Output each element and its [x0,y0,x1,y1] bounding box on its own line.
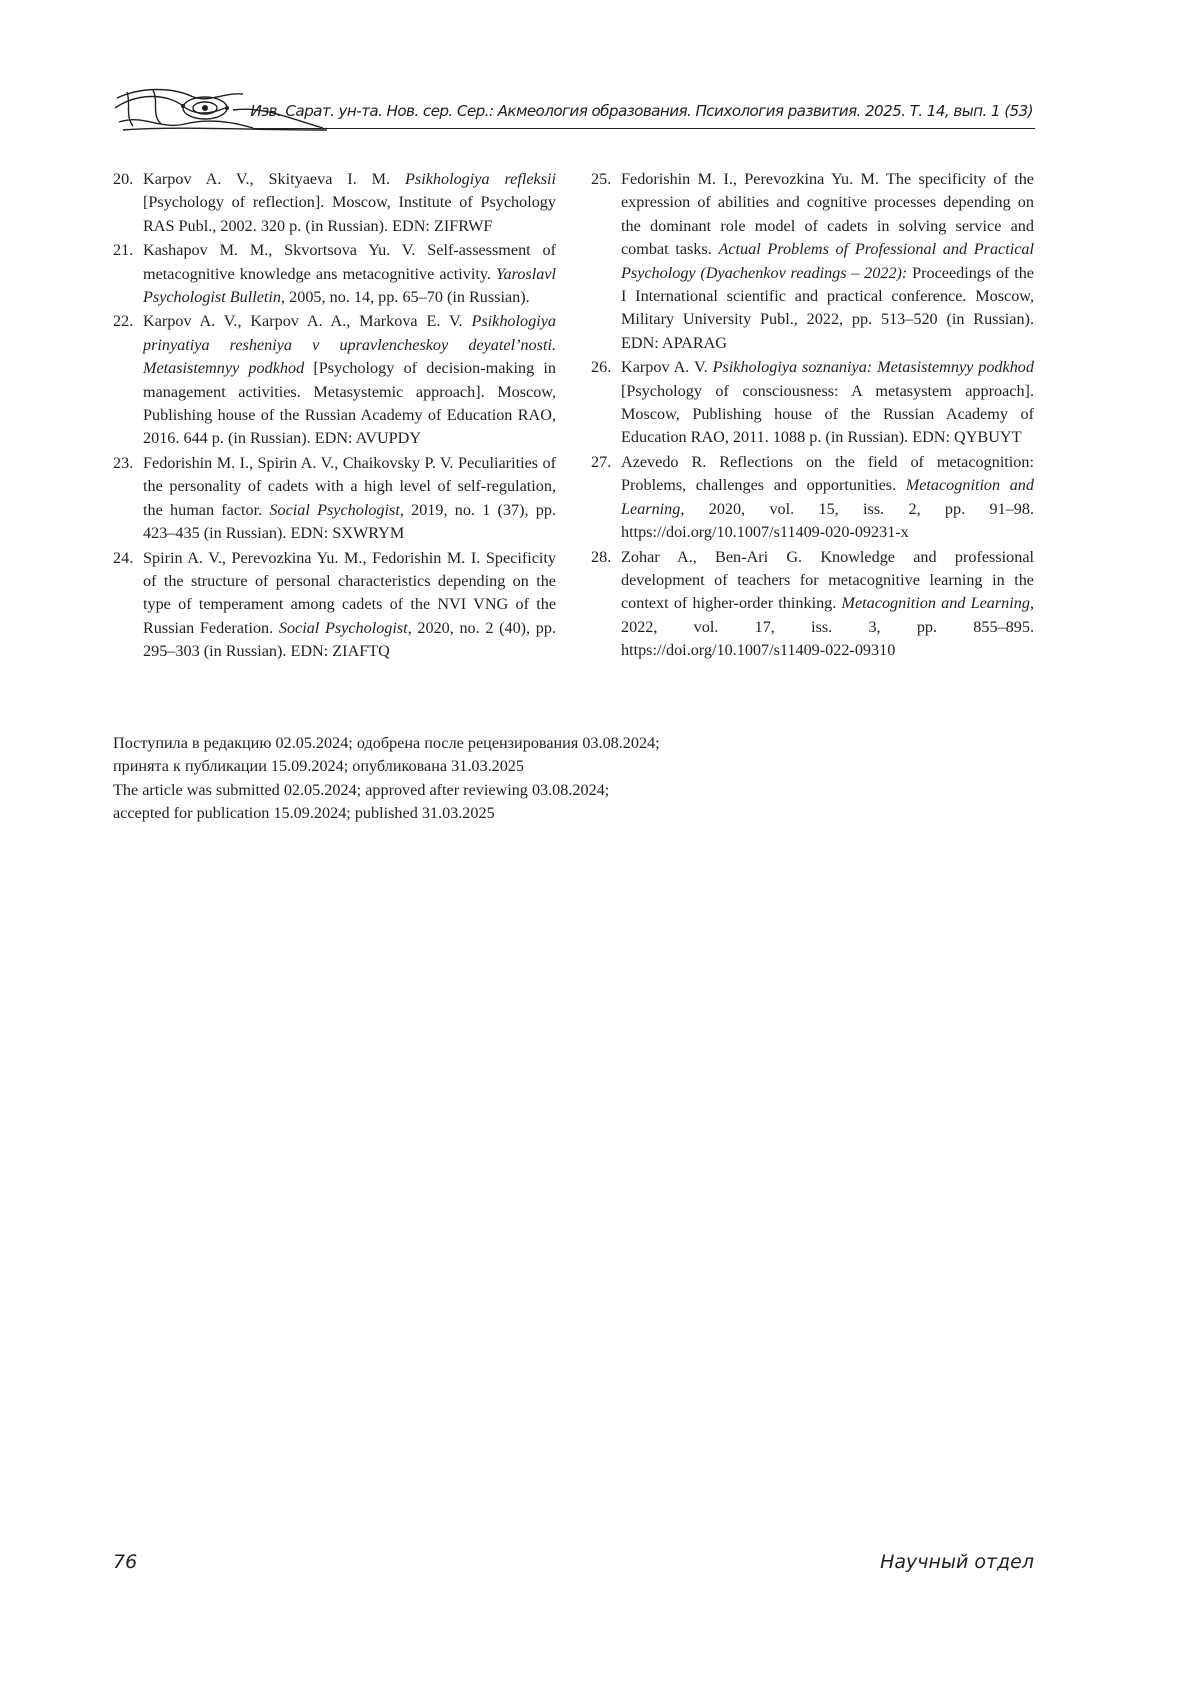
running-header [113,84,1035,134]
reference-text [621,356,1034,450]
reference-text-segment: Kashapov M. M., Skvortsova Yu. V. Self-assessment of metacognitive knowledge ans metacognitive activity. [143,241,556,282]
reference-text [621,168,1034,355]
section-name: Научный отдел [880,1551,1034,1573]
reference-number: 21. [113,239,133,262]
reference-title-italic: Metacognition and Learning [842,594,1030,612]
reference-item [591,546,1034,663]
reference-text-segment: , 2020, vol. 15, iss. 2, pp. 91–98. https://doi.org/10.1007/s11409-020-09231-x [621,500,1034,541]
reference-text-segment: Zohar A., Ben-Ari G. Knowledge and professional development of teachers for metacognitive learning in the context of higher-order thinking. [621,548,1034,613]
article-history [113,732,660,826]
history-line-en-2: accepted for publication 15.09.2024; published 31.03.2025 [113,802,660,825]
reference-text-segment: [Psychology of consciousness: A metasystem approach]. Moscow, Publishing house of the Russian Academy of Education RAO, 2011. 1088 p. (in Russian). EDN: QYBUYT [621,382,1034,447]
reference-item [113,239,556,309]
reference-title-italic: Actual Problems of Professional and Practical Psychology (Dyachenkov readings – 2022): [621,240,1034,281]
reference-text [143,239,556,309]
reference-text-segment: , 2022, vol. 17, iss. 3, pp. 855–895. https://doi.org/10.1007/s11409-022-09310 [621,594,1034,659]
reference-title-italic: Psikhologiya soznaniya: Metasistemnyy podkhod [713,358,1034,376]
reference-number: 24. [113,547,133,570]
reference-item [113,452,556,546]
reference-item [591,356,1034,450]
reference-text [621,451,1034,545]
reference-text-segment: Proceedings of the I International scientific and practical conference. Moscow, Military University Publ., 2022, pp. 513–520 (in Russian). EDN: APARAG [621,264,1034,352]
reference-number: 26. [591,356,611,379]
reference-text-segment: Fedorishin M. I., Spirin A. V., Chaikovsky P. V. Peculiarities of the personality of cadets with a high level of self-regulation, the human factor. [143,454,556,519]
reference-title-italic: Psikhologiya refleksii [405,170,556,188]
reference-number: 28. [591,546,611,569]
reference-text [621,546,1034,663]
reference-text-segment: Azevedo R. Reflections on the field of metacognition: Problems, challenges and opportunities. [621,453,1034,494]
reference-text-segment: Fedorishin M. I., Perevozkina Yu. M. The specificity of the expression of abilities and cognitive processes depending on the dominant role model of cadets in solving service and combat tasks. [621,170,1034,258]
reference-title-italic: Social Psychologist [269,501,399,519]
reference-text [143,547,556,664]
reference-title-italic: Yaroslavl Psychologist Bulletin [143,265,556,306]
reference-text-segment: , 2005, no. 14, pp. 65–70 (in Russian). [281,288,530,306]
reference-text-segment: [Psychology of reflection]. Moscow, Institute of Psychology RAS Publ., 2002. 320 p. (in Russian). EDN: ZIFRWF [143,193,556,234]
reference-item [591,168,1034,355]
reference-text-segment: , 2020, no. 2 (40), pp. 295–303 (in Russian). EDN: ZIAFTQ [143,619,556,660]
reference-number: 25. [591,168,611,191]
reference-title-italic: Psikhologiya prinyatiya resheniya v upravlencheskoy deyatel’nosti. Metasistemnyy podkhod [143,312,556,377]
history-line-ru-1: Поступила в редакцию 02.05.2024; одобрена после рецензирования 03.08.2024; [113,732,660,755]
reference-text [143,452,556,546]
reference-number: 27. [591,451,611,474]
reference-title-italic: Social Psychologist [279,619,408,637]
references-left-column [113,168,556,665]
reference-list [113,168,556,664]
reference-text [143,168,556,238]
reference-text-segment: , 2019, no. 1 (37), pp. 423–435 (in Russian). EDN: SXWRYM [143,501,556,542]
reference-text-segment: Karpov A. V., Karpov A. A., Markova E. V. [143,312,471,330]
reference-text-segment: Spirin A. V., Perevozkina Yu. M., Fedorishin M. I. Specificity of the structure of personal characteristics depending on the type of temperament among cadets of the NVI VNG of the Russian Federation. [143,549,556,637]
reference-text [143,310,556,450]
history-line-en-1: The article was submitted 02.05.2024; approved after reviewing 03.08.2024; [113,779,660,802]
reference-item [113,310,556,450]
reference-number: 20. [113,168,133,191]
reference-number: 22. [113,310,133,333]
reference-list [591,168,1034,663]
reference-item [591,451,1034,545]
reference-text-segment: Karpov A. V. [621,358,713,376]
page-number: 76 [113,1551,137,1573]
reference-item [113,547,556,664]
journal-title: Изв. Сарат. ун-та. Нов. сер. Сер.: Акмеология образования. Психология развития. 2025. Т. 14, вып. 1 (53) [250,102,1033,120]
reference-title-italic: Metacognition and Learning [621,476,1034,517]
reference-text-segment: [Psychology of decision-making in management activities. Metasystemic approach]. Moscow, Publishing house of the Russian Academy of Education RAO, 2016. 644 p. (in Russian). EDN: AVUPDY [143,359,556,447]
reference-item [113,168,556,238]
history-line-ru-2: принята к публикации 15.09.2024; опубликована 31.03.2025 [113,755,660,778]
header-rule [253,128,1035,129]
reference-text-segment: Karpov A. V., Skityaeva I. M. [143,170,405,188]
reference-number: 23. [113,452,133,475]
references-right-column [591,168,1034,664]
